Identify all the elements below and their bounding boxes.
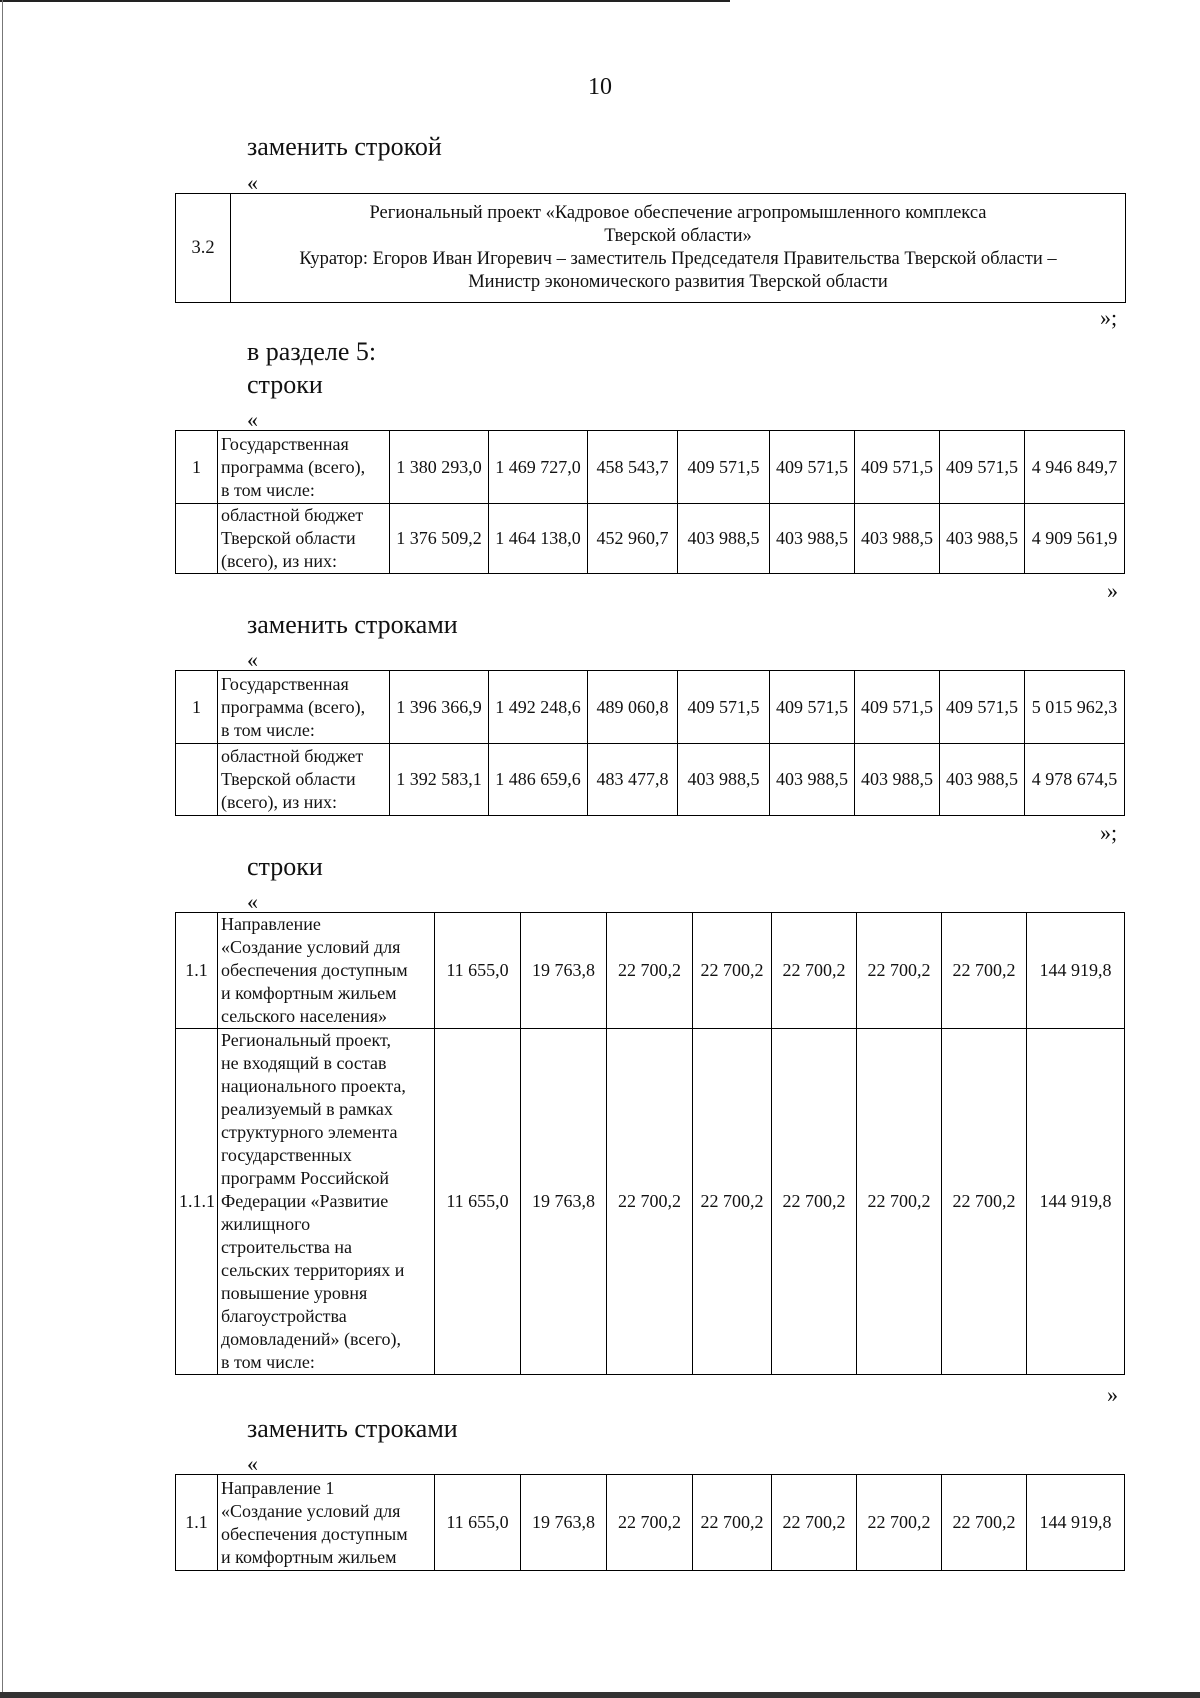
label-replace-rows: заменить строками (247, 1414, 458, 1443)
row-number: 1.1.1 (176, 1029, 218, 1375)
value-cell: 22 700,2 (772, 1029, 857, 1375)
row-number: 3.2 (176, 194, 231, 303)
value-cell: 22 700,2 (857, 1029, 942, 1375)
value-cell: 22 700,2 (942, 1475, 1027, 1571)
value-cell: 403 988,5 (940, 744, 1025, 816)
row-name (218, 744, 390, 816)
name-line: Тверской области (221, 528, 356, 548)
value-cell: 409 571,5 (940, 671, 1025, 744)
value-cell: 409 571,5 (770, 431, 855, 504)
label-replace-rows: заменить строками (247, 610, 458, 639)
project-line-1: Региональный проект «Кадровое обеспечение агропромышленного комплекса (369, 203, 987, 223)
value-cell: 22 700,2 (607, 1029, 693, 1375)
value-cell: 1 492 248,6 (489, 671, 588, 744)
scan-edge-left (2, 0, 3, 1698)
name-line: областной бюджет (221, 505, 364, 525)
value-cell: 452 960,7 (588, 504, 678, 574)
project-line-2: Тверской области» (604, 226, 752, 246)
open-quote: « (247, 1451, 258, 1476)
name-line: жилищного (221, 1214, 311, 1234)
project-line-4: Министр экономического развития Тверской области (468, 272, 888, 292)
value-cell: 22 700,2 (772, 913, 857, 1029)
name-line: не входящий в состав (221, 1053, 387, 1073)
scan-edge-bottom (0, 1692, 1200, 1698)
value-cell: 409 571,5 (678, 671, 770, 744)
value-cell: 403 988,5 (940, 504, 1025, 574)
value-cell: 409 571,5 (855, 671, 940, 744)
row-name (218, 1475, 435, 1571)
value-cell: 22 700,2 (942, 1029, 1027, 1375)
name-line: Федерации «Развитие (221, 1191, 389, 1211)
name-line: строительства на (221, 1237, 352, 1257)
name-line: программа (всего), (221, 696, 366, 717)
value-cell: 1 392 583,1 (390, 744, 489, 816)
open-quote: « (247, 647, 258, 672)
row-number (176, 744, 218, 816)
close-quote: » (1107, 1382, 1118, 1407)
total-cell: 5 015 962,3 (1025, 671, 1125, 744)
value-cell: 403 988,5 (678, 504, 770, 574)
name-line: Государственная (221, 673, 349, 694)
total-cell: 144 919,8 (1027, 913, 1125, 1029)
total-cell: 144 919,8 (1027, 1475, 1125, 1571)
name-line: (всего), из них: (221, 792, 338, 812)
total-cell: 4 909 561,9 (1025, 504, 1125, 574)
value-cell: 1 396 366,9 (390, 671, 489, 744)
total-cell: 144 919,8 (1027, 1029, 1125, 1375)
close-quote-semicolon: »; (1100, 305, 1118, 330)
name-line: Государственная (221, 433, 349, 454)
value-cell: 22 700,2 (693, 913, 772, 1029)
row-name (218, 431, 390, 504)
value-cell: 403 988,5 (770, 504, 855, 574)
name-line: Тверской области (221, 769, 356, 789)
value-cell: 22 700,2 (857, 913, 942, 1029)
value-cell: 22 700,2 (693, 1029, 772, 1375)
open-quote: « (247, 889, 258, 914)
name-line: сельских территориях и (221, 1260, 405, 1280)
table-program-new (175, 670, 1125, 816)
close-quote: » (1107, 578, 1118, 603)
value-cell: 22 700,2 (857, 1475, 942, 1571)
name-line: в том числе: (221, 719, 315, 740)
value-cell: 11 655,0 (435, 913, 521, 1029)
name-line: программ Российской (221, 1168, 389, 1188)
page-number: 10 (588, 74, 612, 100)
label-rows: строки (247, 370, 323, 399)
value-cell: 409 571,5 (940, 431, 1025, 504)
row-name (218, 913, 435, 1029)
row-number: 1 (176, 671, 218, 744)
row-number: 1 (176, 431, 218, 504)
value-cell: 1 464 138,0 (489, 504, 588, 574)
value-cell: 19 763,8 (521, 1029, 607, 1375)
project-line-3: Куратор: Егоров Иван Игоревич – заместитель Председателя Правительства Тверской области – (299, 249, 1057, 269)
value-cell: 22 700,2 (607, 1475, 693, 1571)
value-cell: 403 988,5 (678, 744, 770, 816)
name-line: «Создание условий для (221, 937, 401, 957)
name-line: Региональный проект, (221, 1030, 391, 1050)
row-number (176, 504, 218, 574)
label-rows: строки (247, 852, 323, 881)
name-line: (всего), из них: (221, 551, 338, 571)
name-line: в том числе: (221, 1352, 315, 1372)
value-cell: 19 763,8 (521, 1475, 607, 1571)
row-number: 1.1 (176, 1475, 218, 1571)
name-line: и комфортным жильем (221, 983, 397, 1003)
name-line: сельского населения» (221, 1006, 387, 1026)
row-name (218, 1029, 435, 1375)
value-cell: 489 060,8 (588, 671, 678, 744)
name-line: национального проекта, (221, 1076, 406, 1096)
total-cell: 4 946 849,7 (1025, 431, 1125, 504)
label-in-section-5: в разделе 5: (247, 337, 377, 366)
open-quote: « (247, 170, 258, 195)
name-line: Направление 1 (221, 1477, 335, 1498)
value-cell: 409 571,5 (770, 671, 855, 744)
project-description (231, 194, 1126, 303)
table-program-old (175, 430, 1125, 574)
value-cell: 11 655,0 (435, 1029, 521, 1375)
name-line: обеспечения доступным (221, 1523, 408, 1544)
value-cell: 22 700,2 (772, 1475, 857, 1571)
value-cell: 458 543,7 (588, 431, 678, 504)
name-line: Направление (221, 914, 321, 934)
row-name (218, 504, 390, 574)
open-quote: « (247, 407, 258, 432)
name-line: благоустройства (221, 1306, 347, 1326)
name-line: структурного элемента (221, 1122, 398, 1142)
name-line: домовладений» (всего), (221, 1329, 401, 1349)
name-line: в том числе: (221, 479, 315, 500)
total-cell: 4 978 674,5 (1025, 744, 1125, 816)
close-quote-semicolon: »; (1100, 820, 1118, 845)
value-cell: 22 700,2 (942, 913, 1027, 1029)
label-replace-row: заменить строкой (247, 132, 442, 161)
value-cell: 403 988,5 (770, 744, 855, 816)
name-line: обеспечения доступным (221, 960, 408, 980)
name-line: областной бюджет (221, 746, 364, 766)
name-line: государственных (221, 1145, 352, 1165)
name-line: «Создание условий для (221, 1500, 401, 1521)
value-cell: 1 376 509,2 (390, 504, 489, 574)
name-line: повышение уровня (221, 1283, 368, 1303)
value-cell: 409 571,5 (855, 431, 940, 504)
value-cell: 403 988,5 (855, 744, 940, 816)
value-cell: 22 700,2 (607, 913, 693, 1029)
row-name (218, 671, 390, 744)
value-cell: 22 700,2 (693, 1475, 772, 1571)
value-cell: 1 486 659,6 (489, 744, 588, 816)
scan-edge-top (0, 0, 730, 2)
value-cell: 409 571,5 (678, 431, 770, 504)
table-direction-old (175, 912, 1125, 1375)
table-direction-new (175, 1474, 1125, 1571)
value-cell: 11 655,0 (435, 1475, 521, 1571)
value-cell: 403 988,5 (855, 504, 940, 574)
value-cell: 19 763,8 (521, 913, 607, 1029)
name-line: реализуемый в рамках (221, 1099, 393, 1119)
value-cell: 483 477,8 (588, 744, 678, 816)
name-line: программа (всего), (221, 456, 366, 477)
table-project-3-2 (175, 193, 1126, 303)
value-cell: 1 469 727,0 (489, 431, 588, 504)
value-cell: 1 380 293,0 (390, 431, 489, 504)
row-number: 1.1 (176, 913, 218, 1029)
name-line: и комфортным жильем (221, 1546, 397, 1567)
